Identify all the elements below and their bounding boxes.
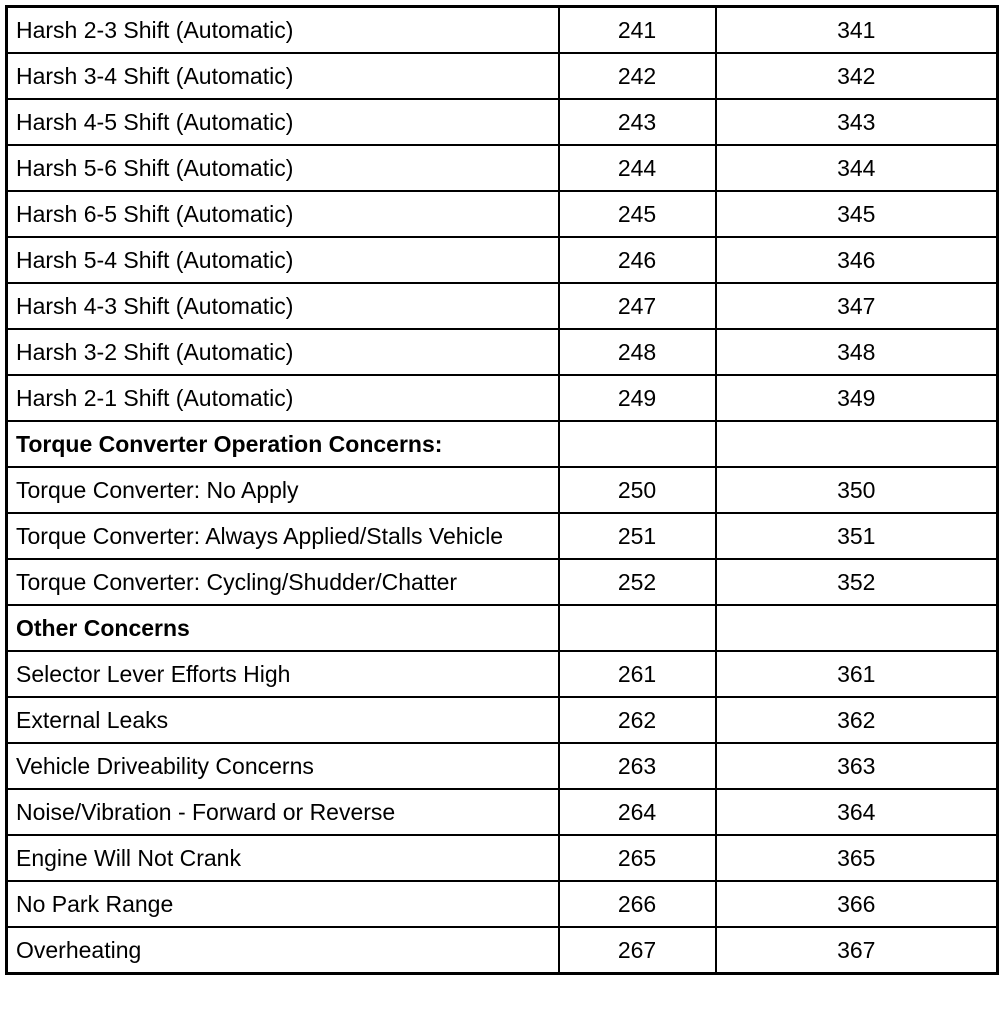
symptom-description-cell: Vehicle Driveability Concerns [7, 743, 559, 789]
symptom-description-cell: Harsh 3-4 Shift (Automatic) [7, 53, 559, 99]
secondary-code-cell: 361 [716, 651, 998, 697]
primary-code-cell: 263 [559, 743, 716, 789]
table-row [7, 99, 998, 145]
table-row [7, 467, 998, 513]
section-heading-row [7, 421, 998, 467]
section-heading-row [7, 605, 998, 651]
table-row [7, 145, 998, 191]
symptom-description-cell: Torque Converter Operation Concerns: [7, 421, 559, 467]
symptom-description-cell: External Leaks [7, 697, 559, 743]
primary-code-cell: 249 [559, 375, 716, 421]
symptom-description-cell: Torque Converter: No Apply [7, 467, 559, 513]
primary-code-cell: 252 [559, 559, 716, 605]
secondary-code-cell: 346 [716, 237, 998, 283]
secondary-code-cell: 367 [716, 927, 998, 974]
table-row [7, 513, 998, 559]
table-row [7, 191, 998, 237]
symptom-description-cell: Harsh 3-2 Shift (Automatic) [7, 329, 559, 375]
table-row [7, 651, 998, 697]
table-row [7, 835, 998, 881]
primary-code-cell [559, 605, 716, 651]
table-row [7, 789, 998, 835]
table-row [7, 329, 998, 375]
primary-code-cell: 246 [559, 237, 716, 283]
secondary-code-cell: 362 [716, 697, 998, 743]
primary-code-cell: 267 [559, 927, 716, 974]
table-row [7, 743, 998, 789]
symptom-description-cell: Harsh 5-4 Shift (Automatic) [7, 237, 559, 283]
table-row [7, 7, 998, 54]
secondary-code-cell: 343 [716, 99, 998, 145]
symptom-description-cell: Harsh 6-5 Shift (Automatic) [7, 191, 559, 237]
symptom-code-table-body [7, 7, 998, 974]
primary-code-cell [559, 421, 716, 467]
symptom-code-table [5, 5, 999, 975]
symptom-description-cell: Noise/Vibration - Forward or Reverse [7, 789, 559, 835]
secondary-code-cell: 363 [716, 743, 998, 789]
symptom-description-cell: Overheating [7, 927, 559, 974]
table-row [7, 375, 998, 421]
primary-code-cell: 261 [559, 651, 716, 697]
secondary-code-cell [716, 421, 998, 467]
primary-code-cell: 243 [559, 99, 716, 145]
primary-code-cell: 265 [559, 835, 716, 881]
secondary-code-cell: 352 [716, 559, 998, 605]
primary-code-cell: 264 [559, 789, 716, 835]
primary-code-cell: 262 [559, 697, 716, 743]
symptom-description-cell: Harsh 4-5 Shift (Automatic) [7, 99, 559, 145]
secondary-code-cell: 341 [716, 7, 998, 54]
secondary-code-cell: 350 [716, 467, 998, 513]
table-row [7, 53, 998, 99]
secondary-code-cell [716, 605, 998, 651]
symptom-description-cell: Selector Lever Efforts High [7, 651, 559, 697]
primary-code-cell: 247 [559, 283, 716, 329]
table-row [7, 237, 998, 283]
secondary-code-cell: 351 [716, 513, 998, 559]
symptom-description-cell: Harsh 5-6 Shift (Automatic) [7, 145, 559, 191]
secondary-code-cell: 366 [716, 881, 998, 927]
primary-code-cell: 266 [559, 881, 716, 927]
symptom-description-cell: Harsh 4-3 Shift (Automatic) [7, 283, 559, 329]
primary-code-cell: 245 [559, 191, 716, 237]
primary-code-cell: 251 [559, 513, 716, 559]
table-row [7, 283, 998, 329]
symptom-description-cell: Torque Converter: Cycling/Shudder/Chatter [7, 559, 559, 605]
primary-code-cell: 250 [559, 467, 716, 513]
secondary-code-cell: 344 [716, 145, 998, 191]
table-row [7, 559, 998, 605]
table-row [7, 927, 998, 974]
primary-code-cell: 244 [559, 145, 716, 191]
symptom-description-cell: Torque Converter: Always Applied/Stalls Vehicle [7, 513, 559, 559]
table-row [7, 697, 998, 743]
primary-code-cell: 248 [559, 329, 716, 375]
symptom-description-cell: Other Concerns [7, 605, 559, 651]
symptom-description-cell: Harsh 2-1 Shift (Automatic) [7, 375, 559, 421]
symptom-description-cell: Engine Will Not Crank [7, 835, 559, 881]
secondary-code-cell: 364 [716, 789, 998, 835]
symptom-description-cell: No Park Range [7, 881, 559, 927]
primary-code-cell: 241 [559, 7, 716, 54]
primary-code-cell: 242 [559, 53, 716, 99]
secondary-code-cell: 347 [716, 283, 998, 329]
secondary-code-cell: 348 [716, 329, 998, 375]
secondary-code-cell: 342 [716, 53, 998, 99]
secondary-code-cell: 349 [716, 375, 998, 421]
table-row [7, 881, 998, 927]
secondary-code-cell: 365 [716, 835, 998, 881]
symptom-description-cell: Harsh 2-3 Shift (Automatic) [7, 7, 559, 54]
secondary-code-cell: 345 [716, 191, 998, 237]
